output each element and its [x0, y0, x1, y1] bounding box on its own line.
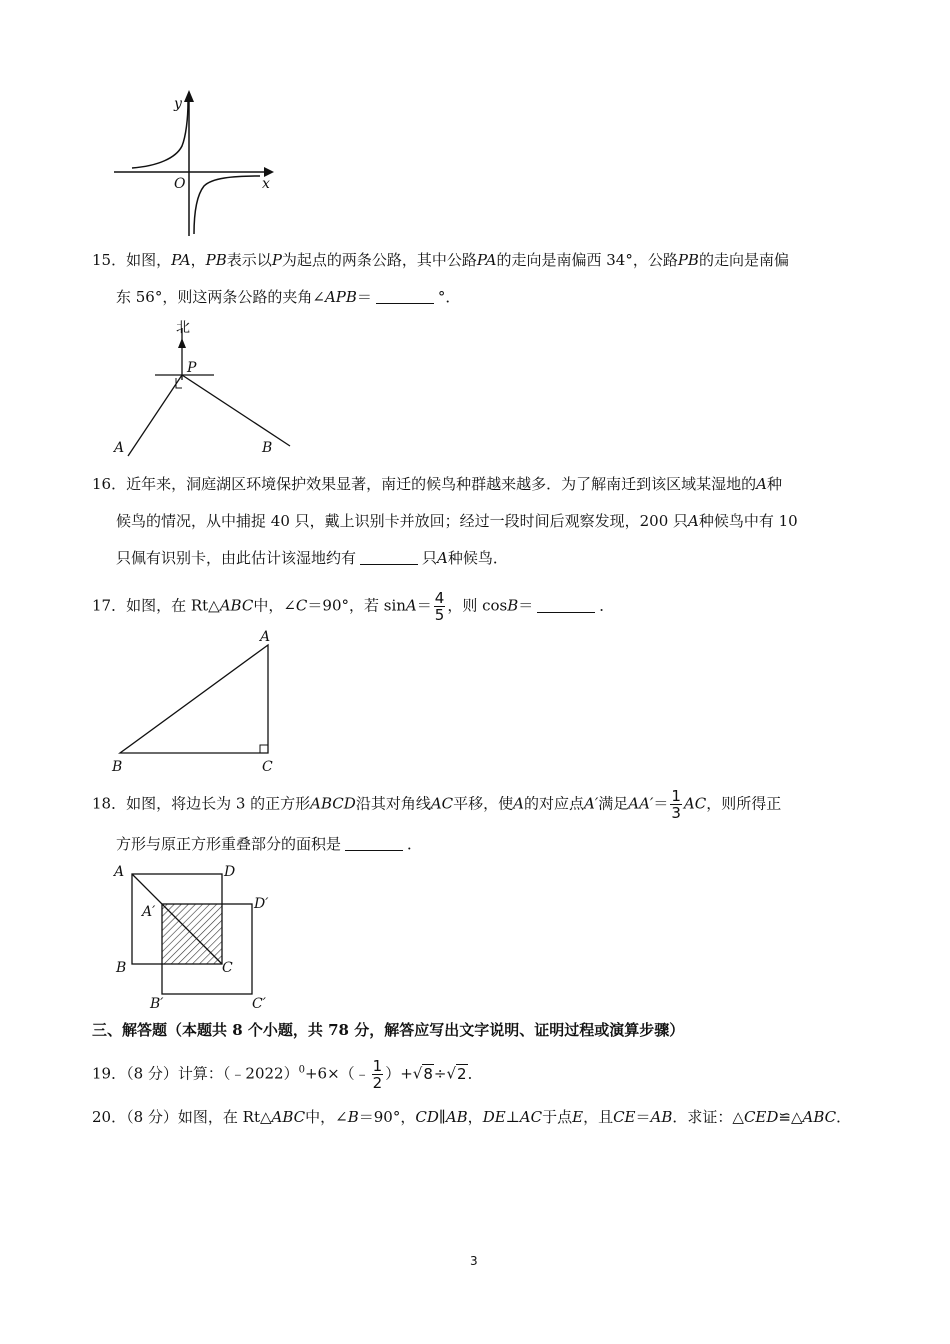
label-d: D [224, 864, 236, 880]
vertex-a-label: A [260, 629, 271, 645]
point-b-label: B [262, 440, 273, 456]
x-label: x [262, 176, 270, 192]
vertex-c-label: C [262, 759, 273, 775]
label-b: B [116, 960, 127, 976]
label-b-prime: B′ [150, 996, 164, 1012]
north-label: 北 [176, 320, 190, 336]
q18-line1: 18．如图，将边长为 3 的正方形ABCD沿其对角线AC平移，使A的对应点A′满足AA′＝ $\frac{1}{3}$ AC，则所得正 [92, 787, 782, 822]
q16-line1: 16．近年来，洞庭湖区环境保护效果显著，南迁的候鸟种群越来越多．为了解南迁到该区域某湿地的A种 [92, 475, 782, 493]
triangle-abc [120, 645, 268, 753]
sqrt-2: √2 [446, 1064, 467, 1083]
q16-line3: 只佩有识别卡，由此估计该湿地约有 只A种候鸟． [116, 549, 508, 567]
vertex-b-label: B [112, 759, 123, 775]
section-3-heading: 三、解答题（本题共 8 个小题，共 78 分，解答应写出文字说明、证明过程或演算步骤） [92, 1021, 685, 1039]
label-c: C [222, 960, 233, 976]
road-pb [182, 375, 290, 446]
answer-blank [360, 550, 418, 565]
q16-line2: 候鸟的情况，从中捕捉 40 只，戴上识别卡并放回；经过一段时间后观察发现，200 只A种候鸟中有 10 [116, 512, 798, 530]
hyperbola-branch-lower-right [194, 176, 260, 234]
q20-line: 20．（8 分）如图，在 Rt△ABC中，∠B＝90°，CD∥AB，DE⊥AC于点E，且CE＝AB．求证：△CED≌△ABC． [92, 1108, 852, 1126]
origin-label: O [174, 176, 186, 192]
overlapping-squares-figure [110, 862, 280, 1012]
right-angle-mark [260, 745, 268, 753]
q19-line: 19．（8 分）计算：（﹣2022）$^0$+6×（﹣ $\frac{1}{2}$ ）+√8÷√2． [92, 1057, 483, 1092]
answer-blank [376, 289, 434, 304]
sqrt-8: √8 [412, 1064, 433, 1083]
fraction-four-fifths: $\frac{4}{5}$ [434, 589, 445, 624]
q15-line2: 东 56°，则这两条公路的夹角∠APB＝ °． [116, 288, 461, 306]
roads-figure [110, 318, 300, 458]
hyperbola-graph [110, 88, 280, 238]
north-arrow [178, 338, 186, 348]
q15-line1: 15．如图，PA，PB表示以P为起点的两条公路，其中公路PA的走向是南偏西 34°，公路PB的走向是南偏 [92, 251, 789, 269]
label-a-prime: A′ [142, 904, 156, 920]
answer-blank [345, 836, 403, 851]
y-label: y [174, 96, 182, 112]
label-c-prime: C′ [252, 996, 266, 1012]
point-a-label: A [114, 440, 125, 456]
right-triangle-figure [110, 625, 290, 775]
page-number: 3 [470, 1254, 478, 1268]
fraction-one-half: $\frac{1}{2}$ [372, 1057, 383, 1092]
point-p-label: P [187, 360, 197, 376]
fraction-one-third: $\frac{1}{3}$ [671, 787, 681, 822]
label-a: A [114, 864, 125, 880]
q18-line2: 方形与原正方形重叠部分的面积是 ． [116, 835, 423, 853]
q17-line: 17．如图，在 Rt△ABC中，∠C＝90°，若 sinA＝ $\frac{4}{5}$ ，则 cosB＝ ． [92, 589, 615, 624]
label-d-prime: D′ [254, 896, 269, 912]
y-axis-arrow [184, 90, 194, 102]
answer-blank [537, 598, 595, 613]
road-pa [128, 375, 182, 456]
